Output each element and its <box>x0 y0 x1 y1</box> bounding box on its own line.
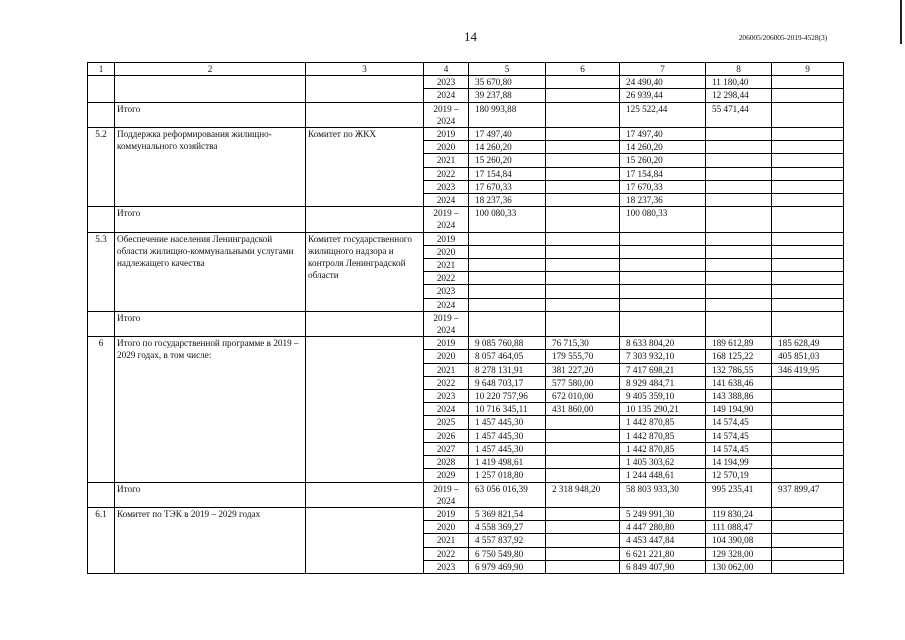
table-row <box>88 128 844 141</box>
cell-total: 63 056 016,39 <box>469 482 546 507</box>
cell-regional: 9 405 359,10 <box>620 390 706 403</box>
cell-other <box>772 390 844 403</box>
cell-regional <box>620 311 706 336</box>
table-row <box>88 232 844 245</box>
cell-name: Обеспечение населения Ленинградской области жилищно-коммунальными услугами надлежащего качества <box>115 232 306 311</box>
cell-federal <box>546 507 620 520</box>
cell-total: 9 648 703,17 <box>469 376 546 389</box>
cell-regional: 6 849 407,90 <box>620 560 706 573</box>
cell-number <box>88 76 115 102</box>
cell-other: 937 899,47 <box>772 482 844 507</box>
cell-federal <box>546 442 620 455</box>
cell-federal <box>546 194 620 207</box>
cell-federal <box>546 311 620 336</box>
cell-year: 2020 <box>424 350 469 363</box>
cell-year: 2023 <box>424 560 469 573</box>
cell-year: 2023 <box>424 390 469 403</box>
cell-federal: 672 010,00 <box>546 390 620 403</box>
table-row-total <box>88 102 844 127</box>
cell-total: 100 080,33 <box>469 207 546 232</box>
cell-regional: 7 303 932,10 <box>620 350 706 363</box>
page-number: 14 <box>464 29 477 44</box>
cell-regional: 4 453 447,84 <box>620 534 706 547</box>
cell-local: 12 298,44 <box>706 89 772 102</box>
cell-local: 119 830,24 <box>706 507 772 520</box>
cell-year: 2020 <box>424 141 469 154</box>
cell-local: 14 574,45 <box>706 442 772 455</box>
cell-federal <box>546 547 620 560</box>
cell-year: 2021 <box>424 534 469 547</box>
cell-federal <box>546 469 620 482</box>
cell-local: 130 062,00 <box>706 560 772 573</box>
cell-number <box>88 102 115 127</box>
cell-local <box>706 298 772 311</box>
cell-other <box>772 403 844 416</box>
cell-year: 2019 – 2024 <box>424 207 469 232</box>
cell-other: 405 851,03 <box>772 350 844 363</box>
cell-year: 2023 <box>424 285 469 298</box>
cell-federal <box>546 180 620 193</box>
cell-regional: 10 135 290,21 <box>620 403 706 416</box>
cell-number: 5.2 <box>88 128 115 207</box>
cell-other <box>772 507 844 520</box>
cell-regional <box>620 232 706 245</box>
cell-local: 143 388,86 <box>706 390 772 403</box>
cell-year: 2020 <box>424 521 469 534</box>
cell-year: 2024 <box>424 89 469 102</box>
cell-total: 39 237,88 <box>469 89 546 102</box>
table-row-total <box>88 311 844 336</box>
cell-other <box>772 180 844 193</box>
cell-regional: 18 237,36 <box>620 194 706 207</box>
cell-local: 995 235,41 <box>706 482 772 507</box>
cell-federal <box>546 298 620 311</box>
cell-local <box>706 141 772 154</box>
document-reference: 206005/206005-2019-4528(3) <box>738 33 827 42</box>
cell-local: 168 125,22 <box>706 350 772 363</box>
cell-federal <box>546 534 620 547</box>
cell-executor: Комитет государственного жилищного надзора и контроля Ленинградской области <box>306 232 424 311</box>
header-cell-6: 6 <box>546 63 620 76</box>
cell-local: 14 194,99 <box>706 456 772 469</box>
cell-total: 10 220 757,96 <box>469 390 546 403</box>
header-cell-9: 9 <box>772 63 844 76</box>
cell-year: 2029 <box>424 469 469 482</box>
cell-other: 185 628,49 <box>772 337 844 350</box>
cell-regional: 1 405 303,62 <box>620 456 706 469</box>
cell-year: 2025 <box>424 416 469 429</box>
cell-federal <box>546 560 620 573</box>
cell-regional: 1 244 448,61 <box>620 469 706 482</box>
cell-executor <box>306 102 424 127</box>
cell-total: 17 154,84 <box>469 167 546 180</box>
cell-local: 149 194,90 <box>706 403 772 416</box>
cell-regional: 17 670,33 <box>620 180 706 193</box>
cell-year: 2019 <box>424 232 469 245</box>
cell-other <box>772 102 844 127</box>
cell-local: 11 180,40 <box>706 76 772 89</box>
cell-total: 17 497,40 <box>469 128 546 141</box>
cell-other <box>772 259 844 272</box>
cell-total: 9 085 760,88 <box>469 337 546 350</box>
cell-other <box>772 560 844 573</box>
cell-total <box>469 298 546 311</box>
cell-federal <box>546 429 620 442</box>
cell-regional: 17 497,40 <box>620 128 706 141</box>
cell-total: 15 260,20 <box>469 154 546 167</box>
cell-federal <box>546 232 620 245</box>
cell-local <box>706 245 772 258</box>
cell-regional <box>620 272 706 285</box>
cell-other <box>772 272 844 285</box>
cell-name: Итого <box>115 482 306 507</box>
cell-other <box>772 167 844 180</box>
cell-local <box>706 272 772 285</box>
cell-local <box>706 180 772 193</box>
cell-year: 2019 <box>424 128 469 141</box>
cell-other <box>772 194 844 207</box>
cell-total <box>469 259 546 272</box>
cell-federal <box>546 167 620 180</box>
cell-federal: 76 715,30 <box>546 337 620 350</box>
table-row-total <box>88 482 844 507</box>
cell-total: 18 237,36 <box>469 194 546 207</box>
cell-federal: 179 555,70 <box>546 350 620 363</box>
cell-local: 12 570,19 <box>706 469 772 482</box>
cell-number: 5.3 <box>88 232 115 311</box>
cell-total <box>469 272 546 285</box>
cell-year: 2019 – 2024 <box>424 102 469 127</box>
cell-other <box>772 376 844 389</box>
cell-total: 6 750 549,80 <box>469 547 546 560</box>
header-cell-3: 3 <box>306 63 424 76</box>
cell-other <box>772 469 844 482</box>
cell-regional <box>620 245 706 258</box>
cell-local <box>706 154 772 167</box>
cell-total: 14 260,20 <box>469 141 546 154</box>
cell-other <box>772 207 844 232</box>
cell-local: 14 574,45 <box>706 429 772 442</box>
cell-federal <box>546 285 620 298</box>
cell-year: 2024 <box>424 403 469 416</box>
cell-year: 2022 <box>424 272 469 285</box>
cell-federal <box>546 259 620 272</box>
cell-federal <box>546 102 620 127</box>
table-body <box>88 63 844 574</box>
cell-local <box>706 128 772 141</box>
cell-local <box>706 232 772 245</box>
cell-local: 55 471,44 <box>706 102 772 127</box>
cell-federal: 431 860,00 <box>546 403 620 416</box>
cell-executor <box>306 311 424 336</box>
cell-other <box>772 429 844 442</box>
table-row-total <box>88 207 844 232</box>
cell-other <box>772 89 844 102</box>
cell-executor <box>306 207 424 232</box>
table-header-row <box>88 63 844 76</box>
cell-other <box>772 128 844 141</box>
cell-regional: 100 080,33 <box>620 207 706 232</box>
cell-year: 2023 <box>424 180 469 193</box>
cell-regional <box>620 259 706 272</box>
header-cell-8: 8 <box>706 63 772 76</box>
cell-year: 2024 <box>424 194 469 207</box>
page-edge-line <box>900 0 902 44</box>
cell-local <box>706 194 772 207</box>
cell-year: 2019 – 2024 <box>424 311 469 336</box>
cell-local: 129 328,00 <box>706 547 772 560</box>
cell-name: Итого <box>115 102 306 127</box>
cell-regional: 8 929 484,71 <box>620 376 706 389</box>
cell-year: 2022 <box>424 547 469 560</box>
cell-regional: 125 522,44 <box>620 102 706 127</box>
cell-total: 8 057 464,05 <box>469 350 546 363</box>
cell-year: 2028 <box>424 456 469 469</box>
budget-table <box>87 62 844 574</box>
cell-total: 6 979 469,90 <box>469 560 546 573</box>
cell-local <box>706 167 772 180</box>
cell-federal <box>546 89 620 102</box>
cell-federal <box>546 272 620 285</box>
cell-name <box>115 76 306 102</box>
cell-regional: 1 442 870,85 <box>620 416 706 429</box>
cell-federal <box>546 76 620 89</box>
cell-year: 2020 <box>424 245 469 258</box>
header-cell-7: 7 <box>620 63 706 76</box>
cell-federal <box>546 521 620 534</box>
cell-year: 2019 <box>424 507 469 520</box>
cell-regional: 17 154,84 <box>620 167 706 180</box>
cell-year: 2021 <box>424 363 469 376</box>
cell-regional: 1 442 870,85 <box>620 429 706 442</box>
cell-regional: 58 803 933,30 <box>620 482 706 507</box>
cell-federal <box>546 245 620 258</box>
cell-name: Итого <box>115 207 306 232</box>
cell-total: 17 670,33 <box>469 180 546 193</box>
cell-year: 2021 <box>424 259 469 272</box>
cell-regional: 1 442 870,85 <box>620 442 706 455</box>
cell-federal <box>546 128 620 141</box>
cell-local: 141 638,46 <box>706 376 772 389</box>
table-row <box>88 507 844 520</box>
cell-local: 111 088,47 <box>706 521 772 534</box>
cell-year: 2023 <box>424 76 469 89</box>
cell-local <box>706 207 772 232</box>
cell-year: 2024 <box>424 298 469 311</box>
cell-number <box>88 311 115 336</box>
cell-other <box>772 456 844 469</box>
cell-total: 4 557 837,92 <box>469 534 546 547</box>
cell-regional: 5 249 991,30 <box>620 507 706 520</box>
cell-regional: 26 939,44 <box>620 89 706 102</box>
cell-other <box>772 232 844 245</box>
cell-other <box>772 416 844 429</box>
cell-regional <box>620 298 706 311</box>
cell-year: 2022 <box>424 167 469 180</box>
cell-regional: 7 417 698,21 <box>620 363 706 376</box>
cell-year: 2027 <box>424 442 469 455</box>
cell-local <box>706 285 772 298</box>
cell-total: 1 257 018,80 <box>469 469 546 482</box>
cell-total <box>469 285 546 298</box>
cell-executor <box>306 76 424 102</box>
cell-federal: 2 318 948,20 <box>546 482 620 507</box>
cell-total: 5 369 821,54 <box>469 507 546 520</box>
cell-local: 14 574,45 <box>706 416 772 429</box>
cell-federal: 381 227,20 <box>546 363 620 376</box>
cell-total: 35 670,80 <box>469 76 546 89</box>
cell-total: 4 558 369,27 <box>469 521 546 534</box>
cell-total: 10 716 345,11 <box>469 403 546 416</box>
cell-other <box>772 285 844 298</box>
cell-other: 346 419,95 <box>772 363 844 376</box>
cell-name: Поддержка реформирования жилищно-коммунального хозяйства <box>115 128 306 207</box>
cell-regional: 15 260,20 <box>620 154 706 167</box>
header-cell-5: 5 <box>469 63 546 76</box>
cell-number <box>88 482 115 507</box>
cell-federal <box>546 154 620 167</box>
cell-regional: 6 621 221,80 <box>620 547 706 560</box>
cell-other <box>772 534 844 547</box>
cell-federal <box>546 207 620 232</box>
cell-name: Итого по государственной программе в 2019 – 2029 годах, в том числе: <box>115 337 306 482</box>
cell-regional: 14 260,20 <box>620 141 706 154</box>
cell-local: 104 390,08 <box>706 534 772 547</box>
cell-total: 1 457 445,30 <box>469 442 546 455</box>
cell-total <box>469 232 546 245</box>
cell-other <box>772 521 844 534</box>
cell-number <box>88 207 115 232</box>
cell-other <box>772 154 844 167</box>
cell-local: 132 786,55 <box>706 363 772 376</box>
cell-executor <box>306 507 424 573</box>
cell-local: 189 612,89 <box>706 337 772 350</box>
cell-local <box>706 259 772 272</box>
cell-executor: Комитет по ЖКХ <box>306 128 424 207</box>
cell-year: 2021 <box>424 154 469 167</box>
cell-year: 2022 <box>424 376 469 389</box>
cell-year: 2026 <box>424 429 469 442</box>
header-cell-2: 2 <box>115 63 306 76</box>
cell-federal <box>546 456 620 469</box>
cell-regional: 8 633 804,20 <box>620 337 706 350</box>
cell-federal: 577 580,00 <box>546 376 620 389</box>
cell-regional: 4 447 280,80 <box>620 521 706 534</box>
cell-year: 2019 <box>424 337 469 350</box>
cell-total <box>469 245 546 258</box>
cell-other <box>772 76 844 89</box>
cell-number: 6 <box>88 337 115 482</box>
cell-total <box>469 311 546 336</box>
cell-number: 6.1 <box>88 507 115 573</box>
header-cell-4: 4 <box>424 63 469 76</box>
cell-other <box>772 141 844 154</box>
cell-federal <box>546 416 620 429</box>
cell-executor <box>306 337 424 482</box>
cell-regional <box>620 285 706 298</box>
cell-total: 8 278 131,91 <box>469 363 546 376</box>
cell-executor <box>306 482 424 507</box>
cell-total: 1 457 445,30 <box>469 416 546 429</box>
header-cell-1: 1 <box>88 63 115 76</box>
cell-local <box>706 311 772 336</box>
cell-total: 1 457 445,30 <box>469 429 546 442</box>
table-row <box>88 337 844 350</box>
cell-other <box>772 245 844 258</box>
cell-regional: 24 490,40 <box>620 76 706 89</box>
cell-other <box>772 442 844 455</box>
cell-name: Комитет по ТЭК в 2019 – 2029 годах <box>115 507 306 573</box>
cell-total: 180 993,88 <box>469 102 546 127</box>
cell-other <box>772 298 844 311</box>
cell-other <box>772 311 844 336</box>
table-row <box>88 76 844 89</box>
cell-federal <box>546 141 620 154</box>
cell-year: 2019 – 2024 <box>424 482 469 507</box>
cell-other <box>772 547 844 560</box>
cell-name: Итого <box>115 311 306 336</box>
cell-total: 1 419 498,61 <box>469 456 546 469</box>
